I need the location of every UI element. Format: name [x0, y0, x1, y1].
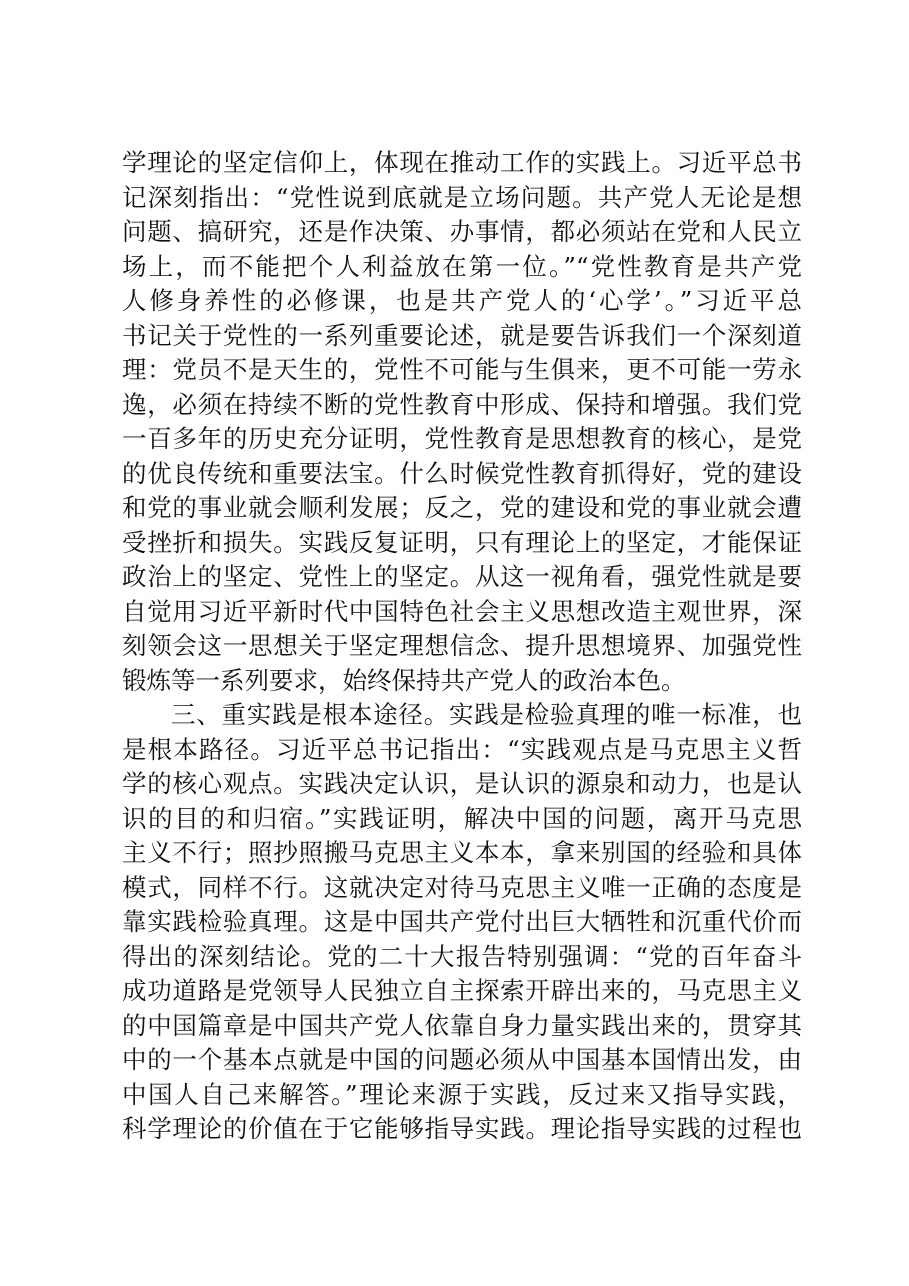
text-line: 得出的深刻结论。党的二十大报告特别强调：“党的百年奋斗: [122, 941, 802, 971]
text-line: 识的目的和归宿。”实践证明，解决中国的问题，离开马克思: [122, 803, 802, 833]
text-line: 理：党员不是天生的，党性不可能与生俱来，更不可能一劳永: [122, 355, 802, 384]
text-line: 刻领会这一思想关于坚定理想信念、提升思想境界、加强党性: [122, 631, 802, 660]
text-line: 靠实践检验真理。这是中国共产党付出巨大牺牲和沉重代价而: [122, 907, 802, 936]
paragraph-end-line: 锻炼等一系列要求，始终保持共产党人的政治本色。: [122, 665, 686, 695]
text-line: 中的一个基本点就是中国的问题必须从中国基本国情出发，由: [122, 1045, 802, 1074]
text-line: 的优良传统和重要法宝。什么时候党性教育抓得好，党的建设: [122, 458, 802, 488]
text-line: 场上，而不能把个人利益放在第一位。”“党性教育是共产党: [122, 251, 802, 281]
text-line: 学的核心观点。实践决定认识，是认识的源泉和动力，也是认: [122, 769, 802, 798]
text-line: 逸，必须在持续不断的党性教育中形成、保持和增强。我们党: [122, 389, 802, 419]
text-line: 和党的事业就会顺利发展；反之，党的建设和党的事业就会遭: [122, 493, 802, 522]
section-heading-line: 三、重实践是根本途径。实践是检验真理的唯一标准，也: [171, 700, 802, 729]
text-line: 记深刻指出：“党性说到底就是立场问题。共产党人无论是想: [122, 182, 802, 212]
body-text: [122, 146, 802, 1147]
text-line: 政治上的坚定、党性上的坚定。从这一视角看，强党性就是要: [122, 562, 802, 591]
text-line: 成功道路是党领导人民独立自主探索开辟出来的，马克思主义: [122, 976, 802, 1005]
text-line: 的中国篇章是中国共产党人依靠自身力量实践出来的，贯穿其: [122, 1010, 802, 1040]
text-line: 模式，同样不行。这就决定对待马克思主义唯一正确的态度是: [122, 872, 802, 902]
text-line: 主义不行；照抄照搬马克思主义本本，拿来别国的经验和具体: [122, 838, 802, 867]
text-line: 学理论的坚定信仰上，体现在推动工作的实践上。习近平总书: [122, 148, 802, 177]
text-line: 是根本路径。习近平总书记指出：“实践观点是马克思主义哲: [122, 734, 802, 764]
text-line: 人修身养性的必修课，也是共产党人的‘心学’。”习近平总: [122, 286, 802, 315]
text-line: 问题、搞研究，还是作决策、办事情，都必须站在党和人民立: [122, 217, 802, 246]
text-line: 中国人自己来解答。”理论来源于实践，反过来又指导实践，: [122, 1079, 802, 1109]
text-line: 受挫折和损失。实践反复证明，只有理论上的坚定，才能保证: [122, 527, 802, 557]
text-line: 书记关于党性的一系列重要论述，就是要告诉我们一个深刻道: [122, 320, 802, 350]
text-line: 一百多年的历史充分证明，党性教育是思想教育的核心，是党: [122, 424, 802, 453]
text-line: 科学理论的价值在于它能够指导实践。理论指导实践的过程也: [122, 1114, 802, 1143]
text-line: 自觉用习近平新时代中国特色社会主义思想改造主观世界，深: [122, 596, 802, 626]
